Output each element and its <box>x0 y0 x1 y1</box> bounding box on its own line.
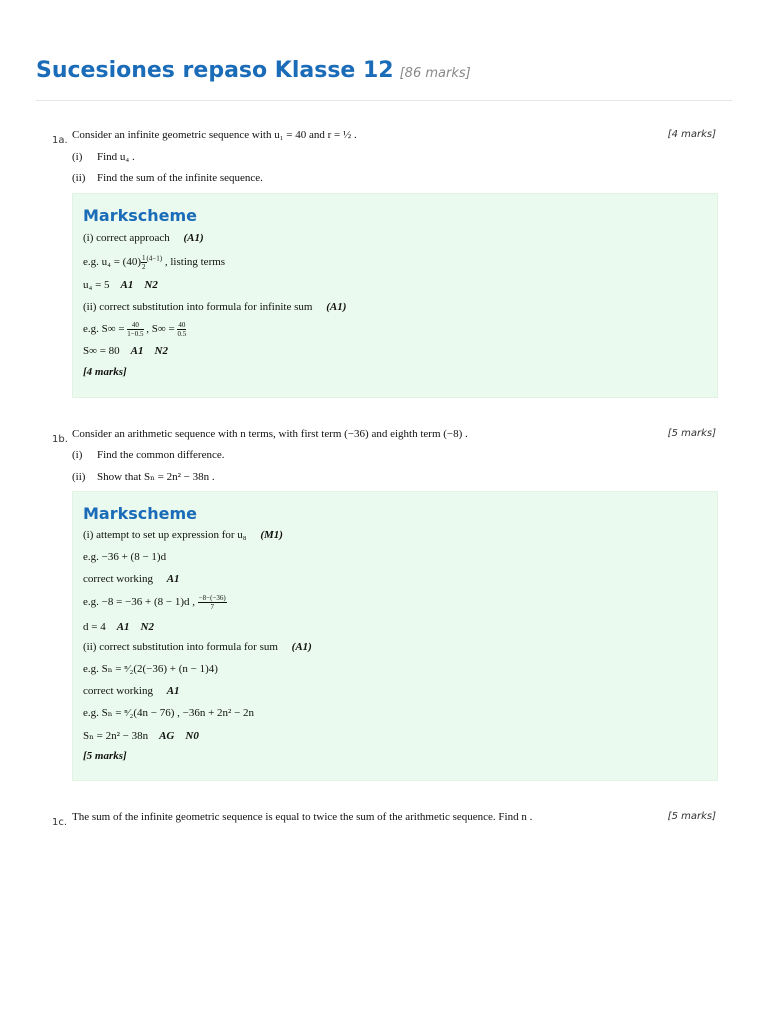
ms-line: (i) attempt to set up expression for u₈ (M1) <box>83 529 283 541</box>
subquestion-i: (i) Find the common difference. <box>72 449 225 461</box>
question-number: 1b. <box>52 434 68 445</box>
ms-line: S∞ = 80 A1 N2 <box>83 345 168 357</box>
ms-line: e.g. Sₙ = ⁿ⁄₂(2(−36) + (n − 1)4) <box>83 663 218 675</box>
title-divider <box>36 100 732 101</box>
ms-line: e.g. u₄ = (40) $\frac{1}{2}$ $^{(4-1)}$ , listing terms <box>83 254 226 271</box>
ms-line: (ii) correct substitution into formula for infinite sum (A1) <box>83 301 347 313</box>
ms-line: (i) correct approach (A1) <box>83 232 204 244</box>
markscheme-1b <box>72 491 718 781</box>
subquestion-ii: (ii) Find the sum of the infinite sequence. <box>72 172 263 184</box>
ms-line: e.g. S∞ = $\frac{40}{1-0.5}$ , S∞ = $\frac{40}{0.5}$ <box>83 321 187 338</box>
ms-line: e.g. −8 = −36 + (8 − 1)d , $\frac{-8-(-36)}{7}$ <box>83 594 226 611</box>
ms-line: d = 4 A1 N2 <box>83 621 154 633</box>
markscheme-title: Markscheme <box>83 504 198 523</box>
subquestion-i: (i) Find u₄ . <box>72 151 135 163</box>
question-number: 1c. <box>52 817 68 828</box>
ms-line: Sₙ = 2n² − 38n AG N0 <box>83 730 199 742</box>
ms-line: (ii) correct substitution into formula for sum (A1) <box>83 641 312 653</box>
question-number: 1a. <box>52 135 68 146</box>
ms-total: [5 marks] <box>83 750 127 762</box>
ms-total: [4 marks] <box>83 366 127 378</box>
markscheme-title: Markscheme <box>83 206 198 225</box>
ms-line: u₄ = 5 A1 N2 <box>83 279 158 291</box>
ms-line: correct working A1 <box>83 685 180 697</box>
ms-line: correct working A1 <box>83 573 180 585</box>
title-text: Sucesiones repaso Klasse 12 <box>36 58 394 83</box>
subquestion-ii: (ii) Show that Sₙ = 2n² − 38n . <box>72 471 215 483</box>
question-text: Consider an infinite geometric sequence with u₁ = 40 and r = ½ . <box>72 129 357 141</box>
ms-line: e.g. −36 + (8 − 1)d <box>83 551 167 563</box>
question-marks: [5 marks] <box>667 811 716 822</box>
markscheme-1a <box>72 193 718 398</box>
question-marks: [5 marks] <box>667 428 716 439</box>
question-marks: [4 marks] <box>667 129 716 140</box>
ms-line: e.g. Sₙ = ⁿ⁄₂(4n − 76) , −36n + 2n² − 2n <box>83 707 255 719</box>
question-text: Consider an arithmetic sequence with n terms, with first term (−36) and eighth term (−8) . <box>72 428 468 440</box>
question-text: The sum of the infinite geometric sequence is equal to twice the sum of the arithmetic sequence. Find n . <box>72 811 533 823</box>
page-title <box>36 58 471 83</box>
total-marks: [86 marks] <box>399 66 471 81</box>
